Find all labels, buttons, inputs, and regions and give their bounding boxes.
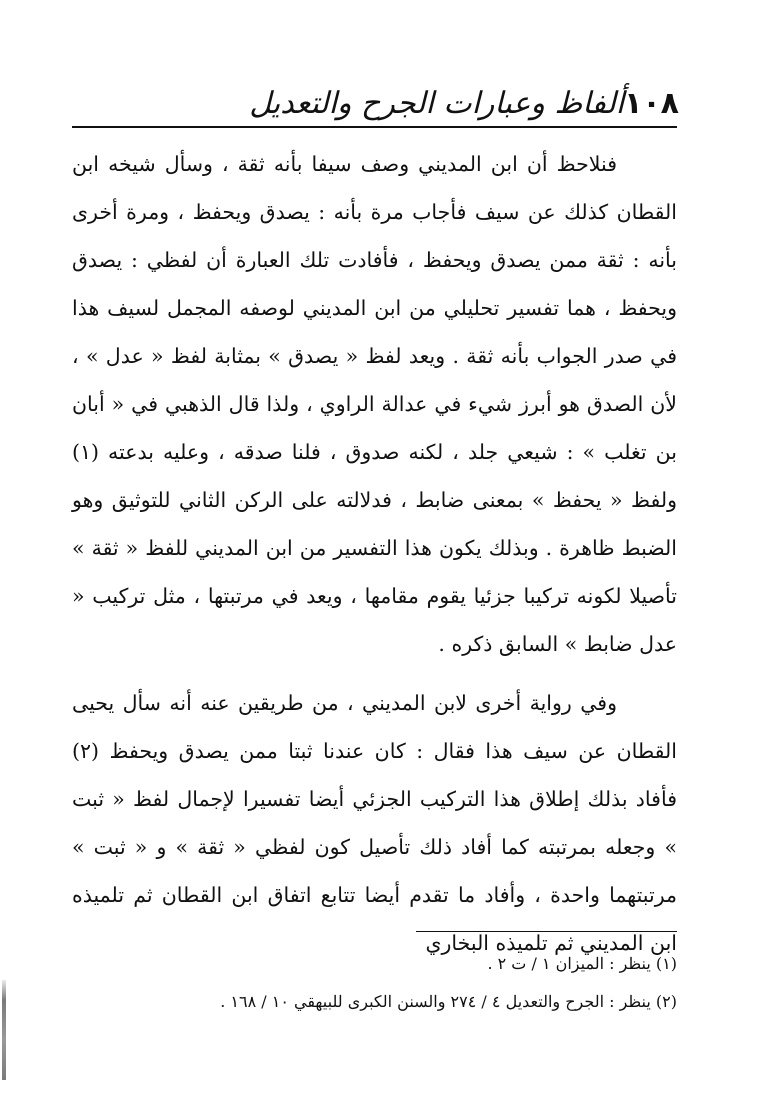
main-text [72, 140, 677, 967]
footnotes [72, 945, 677, 1021]
page-number: ١٠٨ [624, 86, 679, 121]
footnote-2: (٢) ينظر : الجرح والتعديل ٤ / ٢٧٤ والسنن الكبرى للبيهقي ١٠ / ١٦٨ . [220, 992, 677, 1011]
scan-edge-mark [2, 980, 6, 1080]
paragraph-1: فنلاحظ أن ابن المديني وصف سيفا بأنه ثقة ، وسأل شيخه ابن القطان كذلك عن سيف فأجاب مرة بأنه : يصدق ويحفظ ، ومرة أخرى بأنه : ثقة ممن يصدق ويحفظ ، فأفادت تلك العبارة أن لفظي : يصدق ويحفظ ، هما تفسير تحليلي من ابن المديني لوصفه المجمل لسيف هذا في صدر الجواب بأنه ثقة . ويعد لفظ « يصدق » بمثابة لفظ « عدل » ، لأن الصدق هو أبرز شيء في عدالة الراوي ، ولذا قال الذهبي في « أبان بن تغلب » : شيعي جلد ، لكنه صدوق ، فلنا صدقه ، وعليه بدعته (١) ولفظ « يحفظ » بمعنى ضابط ، فدلالته على الركن الثاني للتوثيق وهو الضبط ظاهرة . وبذلك يكون هذا التفسير من ابن المديني للفظ « ثقة » تأصيلا لكونه تركيبا جزئيا يقوم مقامها ، ويعد في مرتبتها ، مثل تركيب « عدل ضابط » السابق ذكره . [72, 152, 677, 656]
footnote-1: (١) ينظر : الميزان ١ / ت ٢ . [487, 954, 677, 973]
page-header [66, 80, 683, 124]
running-title: ألفاظ وعبارات الجرح والتعديل [249, 86, 625, 121]
footnote-divider [416, 931, 677, 932]
paragraph-2: وفي رواية أخرى لابن المديني ، من طريقين عنه أنه سأل يحيى القطان عن سيف هذا فقال : كان عندنا ثبتا ممن يصدق ويحفظ (٢) فأفاد بذلك إطلاق هذا التركيب الجزئي أيضا تفسيرا لإجمال لفظ « ثبت » وجعله بمرتبته كما أفاد ذلك تأصيل كون لفظي « ثقة » و « ثبت » مرتبتهما واحدة ، وأفاد ما تقدم أيضا تتابع اتفاق ابن القطان ثم تلميذه ابن المديني ثم تلميذه البخاري [72, 691, 677, 955]
header-divider [72, 126, 677, 128]
